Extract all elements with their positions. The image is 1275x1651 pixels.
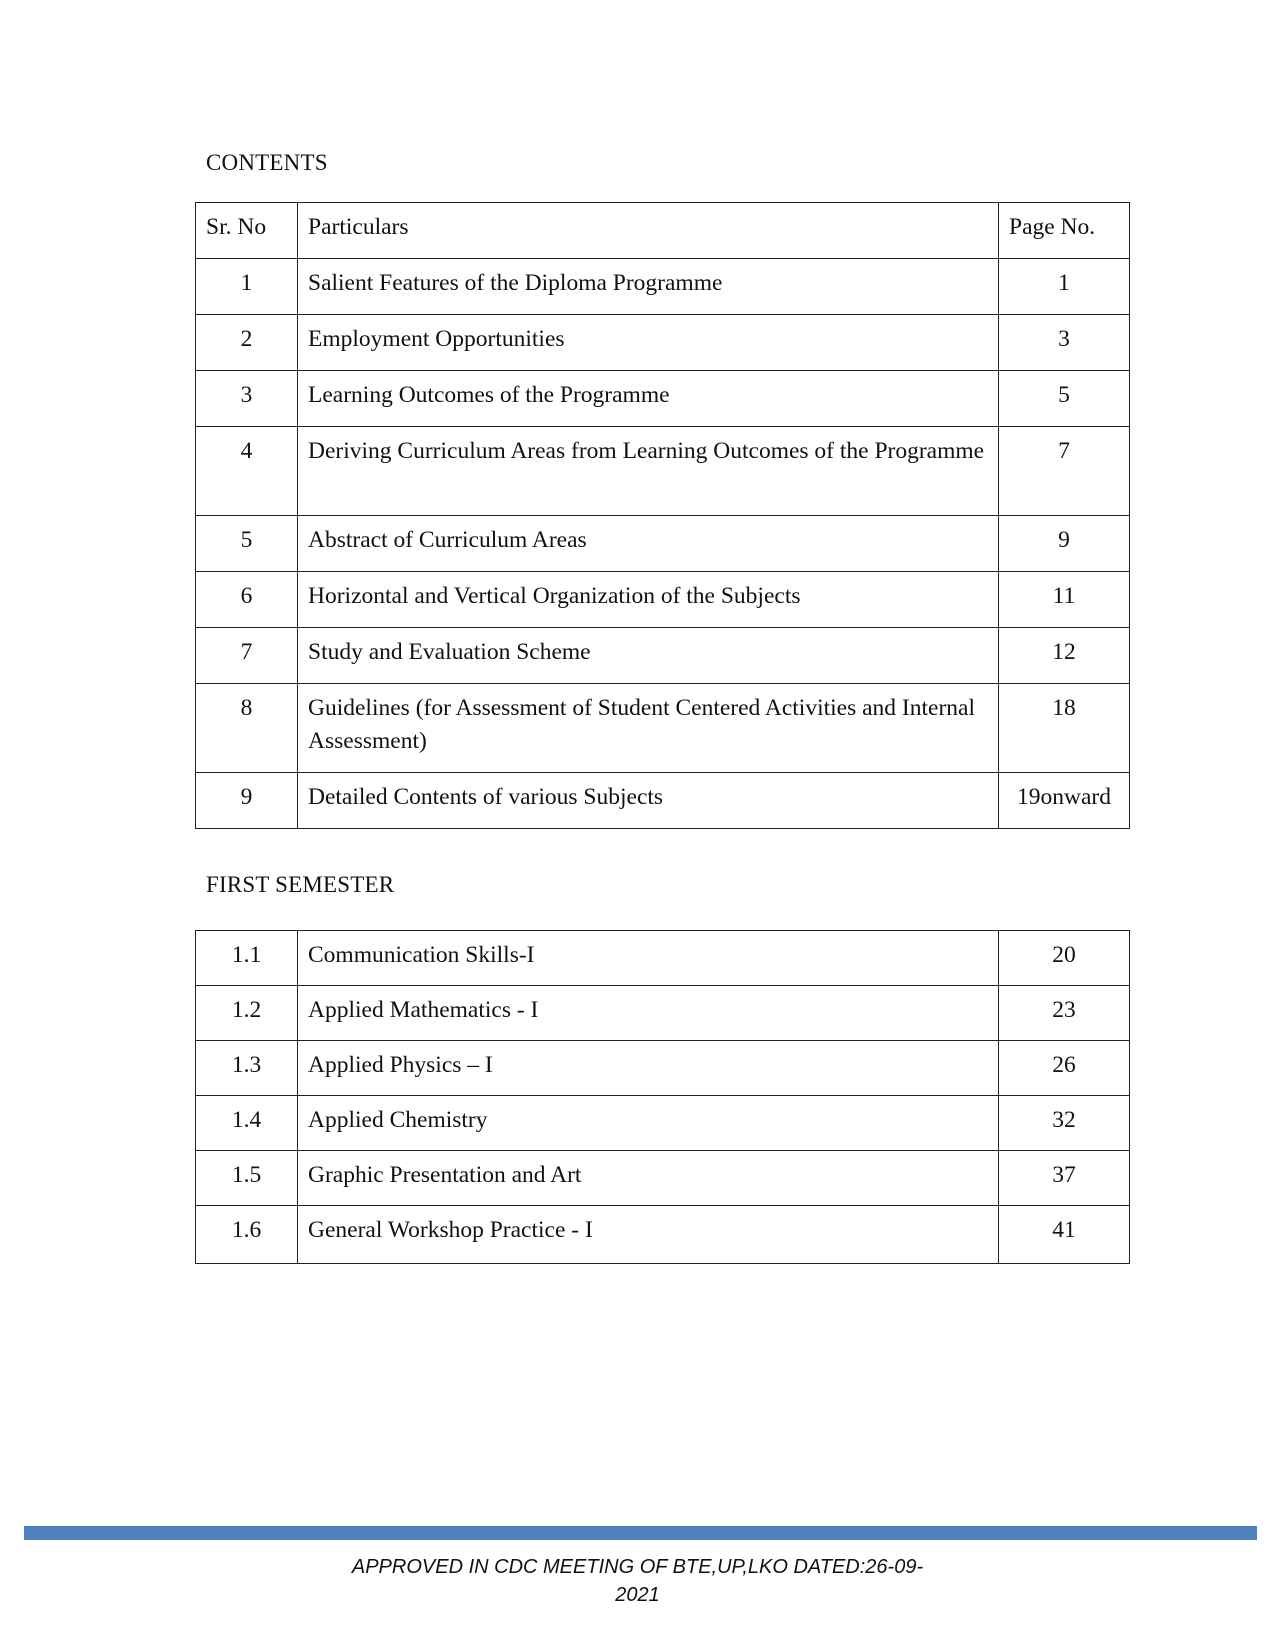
table-row	[196, 1041, 1130, 1096]
particulars-cell: Guidelines (for Assessment of Student Centered Activities and Internal Assessment)	[298, 684, 999, 773]
footer-divider-bar	[24, 1526, 1257, 1540]
table-row	[196, 684, 1130, 773]
table-row	[196, 371, 1130, 427]
sr-no-cell: 1.3	[196, 1041, 298, 1096]
sr-no-cell: 3	[196, 371, 298, 427]
particulars-cell: Horizontal and Vertical Organization of the Subjects	[298, 572, 999, 628]
table-row	[196, 315, 1130, 371]
column-header-page-no: Page No.	[999, 203, 1130, 259]
contents-heading: CONTENTS	[206, 150, 328, 175]
sr-no-cell: 1.6	[196, 1206, 298, 1264]
table-row	[196, 1151, 1130, 1206]
sr-no-cell: 8	[196, 684, 298, 773]
sr-no-cell: 1.4	[196, 1096, 298, 1151]
table-header-row	[196, 203, 1130, 259]
page-no-cell: 37	[999, 1151, 1130, 1206]
table-row	[196, 427, 1130, 516]
sr-no-cell: 2	[196, 315, 298, 371]
page-no-cell: 32	[999, 1096, 1130, 1151]
sr-no-cell: 1.1	[196, 931, 298, 986]
sr-no-cell: 1.2	[196, 986, 298, 1041]
column-header-particulars: Particulars	[298, 203, 999, 259]
table-row	[196, 931, 1130, 986]
particulars-cell: Learning Outcomes of the Programme	[298, 371, 999, 427]
particulars-cell: Applied Chemistry	[298, 1096, 999, 1151]
page-no-cell: 19onward	[999, 773, 1130, 829]
first-semester-table	[195, 930, 1130, 1264]
table-row	[196, 259, 1130, 315]
table-row	[196, 1096, 1130, 1151]
page-no-cell: 7	[999, 427, 1130, 516]
particulars-cell: General Workshop Practice - I	[298, 1206, 999, 1264]
page-no-cell: 18	[999, 684, 1130, 773]
particulars-cell: Applied Physics – I	[298, 1041, 999, 1096]
page-no-cell: 23	[999, 986, 1130, 1041]
page-no-cell: 9	[999, 516, 1130, 572]
table-row	[196, 986, 1130, 1041]
first-semester-heading: FIRST SEMESTER	[206, 872, 395, 897]
particulars-cell: Communication Skills-I	[298, 931, 999, 986]
sr-no-cell: 7	[196, 628, 298, 684]
sr-no-cell: 9	[196, 773, 298, 829]
column-header-sr-no: Sr. No	[196, 203, 298, 259]
sr-no-cell: 6	[196, 572, 298, 628]
particulars-cell: Salient Features of the Diploma Programme	[298, 259, 999, 315]
contents-table	[195, 202, 1130, 829]
table-row	[196, 516, 1130, 572]
particulars-cell: Graphic Presentation and Art	[298, 1151, 999, 1206]
footer-line-2: 2021	[615, 1584, 660, 1606]
particulars-cell: Applied Mathematics - I	[298, 986, 999, 1041]
table-row	[196, 628, 1130, 684]
page-no-cell: 5	[999, 371, 1130, 427]
page-no-cell: 11	[999, 572, 1130, 628]
page-no-cell: 12	[999, 628, 1130, 684]
particulars-cell: Deriving Curriculum Areas from Learning Outcomes of the Programme	[298, 427, 999, 516]
page-no-cell: 20	[999, 931, 1130, 986]
particulars-cell: Abstract of Curriculum Areas	[298, 516, 999, 572]
particulars-cell: Employment Opportunities	[298, 315, 999, 371]
page-no-cell: 3	[999, 315, 1130, 371]
footer-approval-note	[0, 1553, 1275, 1609]
particulars-cell: Study and Evaluation Scheme	[298, 628, 999, 684]
table-row	[196, 572, 1130, 628]
page-no-cell: 41	[999, 1206, 1130, 1264]
footer-line-1: APPROVED IN CDC MEETING OF BTE,UP,LKO DATED:26-09-	[351, 1556, 924, 1578]
page-no-cell: 1	[999, 259, 1130, 315]
sr-no-cell: 5	[196, 516, 298, 572]
page-no-cell: 26	[999, 1041, 1130, 1096]
table-row	[196, 773, 1130, 829]
particulars-cell: Detailed Contents of various Subjects	[298, 773, 999, 829]
sr-no-cell: 1.5	[196, 1151, 298, 1206]
table-row	[196, 1206, 1130, 1264]
sr-no-cell: 4	[196, 427, 298, 516]
sr-no-cell: 1	[196, 259, 298, 315]
